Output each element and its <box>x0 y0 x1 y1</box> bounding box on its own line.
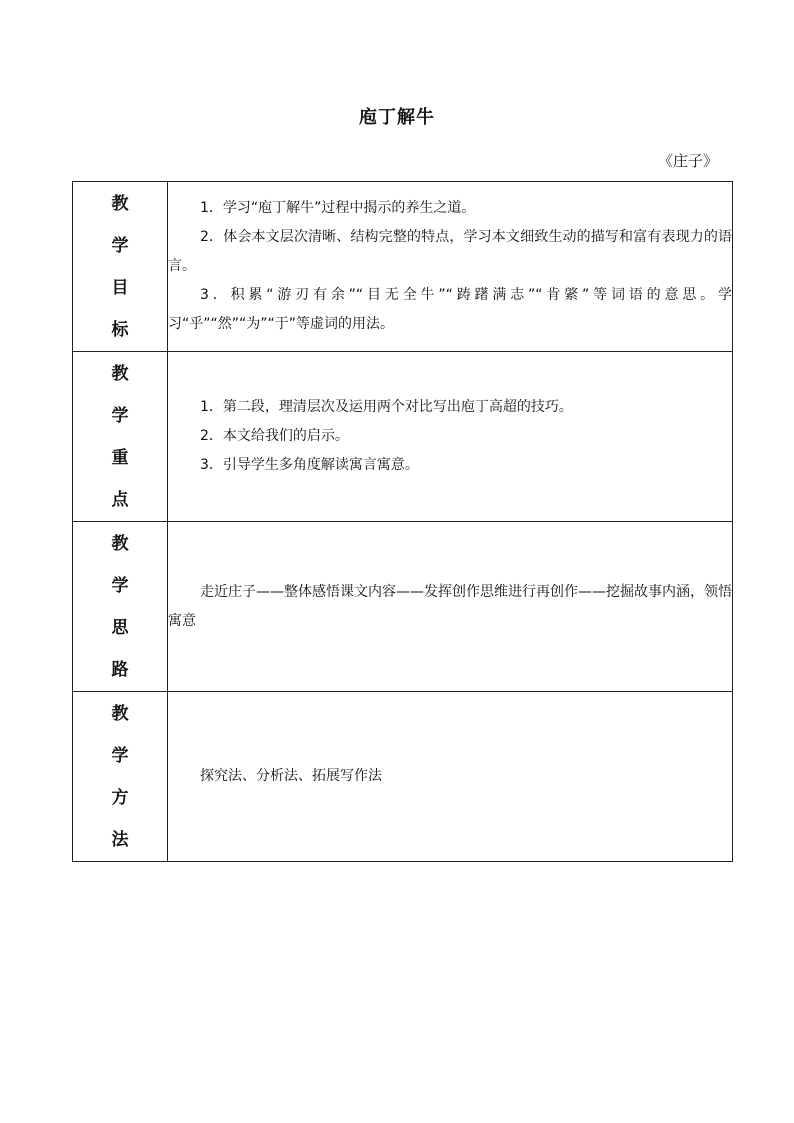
label-char: 学 <box>111 745 129 766</box>
section-row-approach <box>73 522 733 692</box>
section-row-objectives <box>73 182 733 352</box>
content-line: 2．体会本文层次清晰、结构完整的特点，学习本文细致生动的描写和富有表现力的语言。 <box>168 229 732 274</box>
label-char: 点 <box>111 489 129 510</box>
section-label-objectives <box>73 182 168 352</box>
label-char: 教 <box>111 703 129 724</box>
section-label-methods <box>73 692 168 862</box>
section-content-key-points <box>168 352 733 522</box>
label-char: 重 <box>111 447 129 468</box>
source-attribution: 《庄子》 <box>657 152 718 170</box>
label-char: 路 <box>111 659 129 680</box>
section-label-key-points <box>73 352 168 522</box>
content-line: 2．本文给我们的启示。 <box>200 428 349 444</box>
section-content-approach <box>168 522 733 692</box>
section-content-methods <box>168 692 733 862</box>
label-char: 目 <box>111 277 129 298</box>
section-label-approach <box>73 522 168 692</box>
label-char: 学 <box>111 575 129 596</box>
document-title: 庖丁解牛 <box>359 107 435 128</box>
label-char: 教 <box>111 533 129 554</box>
lesson-plan-table <box>72 181 733 862</box>
label-char: 学 <box>111 405 129 426</box>
label-char: 教 <box>111 363 129 384</box>
content-line: 3．引导学生多角度解读寓言寓意。 <box>200 457 419 473</box>
section-content-objectives <box>168 182 733 352</box>
label-char: 法 <box>111 829 129 850</box>
content-line: 1．第二段，理清层次及运用两个对比写出庖丁高超的技巧。 <box>200 399 573 415</box>
content-line: 1．学习“庖丁解牛”过程中揭示的养生之道。 <box>200 200 476 216</box>
label-char: 方 <box>111 787 129 808</box>
content-line: 3．积累“游刃有余”“目无全牛”“踌躇满志”“肯綮”等词语的意思。学习“乎”“然”“为”“于”等虚词的用法。 <box>168 287 732 332</box>
label-char: 教 <box>111 193 129 214</box>
section-row-key-points <box>73 352 733 522</box>
label-char: 思 <box>111 617 129 638</box>
content-line: 探究法、分析法、拓展写作法 <box>200 768 382 784</box>
label-char: 学 <box>111 235 129 256</box>
label-char: 标 <box>111 319 129 340</box>
content-line: 走近庄子——整体感悟课文内容——发挥创作思维进行再创作——挖掘故事内涵，领悟寓意 <box>168 583 732 629</box>
section-row-methods <box>73 692 733 862</box>
